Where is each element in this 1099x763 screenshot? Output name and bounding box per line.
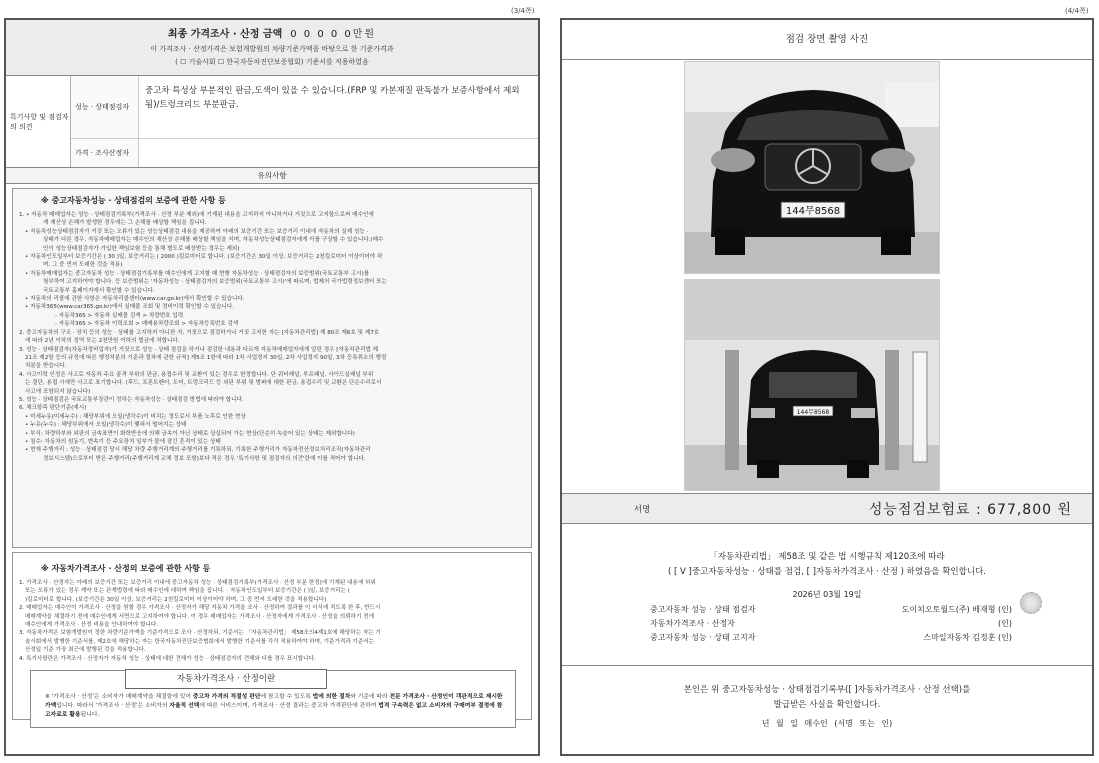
- inspection-page-3: [4, 18, 540, 756]
- inspection-page-4: [560, 18, 1094, 756]
- front-car-photo: [684, 61, 940, 274]
- price-notice-title: ※ 자동차가격조사 · 산정의 보증에 관한 사항 등: [41, 564, 211, 573]
- inspector-opinion-row: [71, 76, 538, 139]
- final-price-box: [6, 20, 538, 76]
- front-plate-text: 144무8568: [785, 206, 841, 217]
- inspector-name: 도이치오토월드(주) 배재형 (인): [901, 605, 1012, 614]
- notice-heading: 유의사항: [6, 168, 538, 184]
- notifier-role: 중고자동차 성능 · 상태 고지자: [650, 633, 756, 642]
- page-number-left: (3/4쪽): [511, 7, 535, 15]
- warranty-line: • 자동차인도일부터 보증기간은 ( 30 )일, 보증거리는 ( 2000 )킬로미터로 합니다. (보증기간은 30일 이상, 보증거리는 2천킬로미터 이상이어야 하: [25, 254, 383, 261]
- rear-plate-text: 144무8568: [796, 409, 830, 416]
- warranty-notice-box: [12, 188, 532, 548]
- warranty-title: ※ 중고자동차성능 · 상태점검의 보증에 관한 사항 등: [41, 196, 226, 205]
- price-assessor-text: [139, 139, 538, 167]
- inspection-insurance-fee: 성능점검보험료 : 677,800 원: [868, 501, 1072, 518]
- inspector-opinion-text: 중고차 특성상 부분적인 판금,도색이 있을 수 있습니다.(FRP 및 카본재질 판독불가 보증사항에서 제외됨)/트렁크리드 부분판금.: [145, 86, 520, 110]
- warranty-line: • 침수: 자동차의 원동기, 변속기 등 주요장치 일부가 물에 잠긴 흔적이 있는 상태: [25, 438, 221, 445]
- warranty-line: • 현재 주행거리 : 성능 · 상태점검 당시 해당 차량 주행거리계의 주행거리를 기록하되, 기록한 주행거리가 자동차전산정보처리조직(자동차관리: [25, 447, 371, 454]
- price-line: 매수인에게 가격조사 · 산정 비용을 안내하여야 합니다.: [25, 622, 159, 629]
- photo-heading: 점검 장면 촬영 사진: [562, 20, 1092, 60]
- price-definition-text: ※ '가격조사 · 산정'은 소비자가 매매계약을 체결함에 있어 중고차 가격의 적절성 판단에 참고할 수 있도록 법에 의한 절차와 기준에 따라 전문 가격조사 · 산정인이 객관적으로 제시한 가액입니다. 따라서 '가격조사 · 산정'은 소비자의 자율적 선택에 따른 서비스이며, 가격조사 · 산정 결과는 중고차 가격판단에 관하여 법적 구속력은 없고 소비자의 구매여부 결정에 참고자료로 활용됩니다.: [45, 694, 503, 718]
- warranty-line: 상태가 다른 경우, 자동차매매업자는 매수인의 재산상 손해를 배상할 책임을 지며, 자동차성능상태점검자에게 이를 구상할 수 있습니다.(매수: [43, 237, 384, 244]
- warranty-line: • 자동차성능상태점검자가 거짓 또는 오류가 있는 성능상태점검 내용을 제공하여 아래의 보증기간 또는 보증거리 이내에 자동차의 실제 성능 ·: [25, 228, 369, 235]
- inspector-label: 성능 · 상태점검자: [71, 76, 139, 138]
- warranty-line: 인이 성능상태점검자가 가입한 책임보험 등을 통해 별도로 배상받는 경우는 제외): [43, 245, 240, 252]
- warranty-line: 게 재산상 손해가 발생한 경우에는 그 손해를 배상할 책임을 집니다.: [43, 220, 207, 227]
- warranty-line: 처분을 받습니다.: [25, 363, 67, 370]
- price-line: 또는 오류가 있는 경우 계약 또는 관계법령에 따라 매수인에 대하여 책임을 집니다. · 자동차인도일부터 보증기간은 ( )일, 보증거리는 (: [25, 588, 350, 595]
- warranty-line: 며, 그 중 먼저 도래한 것을 적용): [43, 262, 123, 269]
- warranty-line: 사고에 포함되지 않습니다): [25, 388, 91, 395]
- price-line: 술사회에서 발행한 기준서를, 제2호에 해당하는 자는 한국자동차진단보증협회에서 발행한 기준서를 각각 적용하여야 하며, 기준가격과 기준서는: [25, 638, 375, 645]
- price-definition-box: [30, 670, 516, 728]
- warranty-line: • 미세누유(미세누수) : 해당부위에 오일(냉각수)이 비치는 정도로서 부품 노후로 인한 현상: [25, 413, 246, 420]
- price-line: )킬로미터로 합니다. (보증기간은 30일 이상, 보증거리는 2천킬로미터 이상이어야 하며, 그 중 먼저 도래한 것을 적용합니다): [25, 596, 327, 603]
- price-line: 매매계약을 체결하기 전에 매수인에게 서면으로 고지하여야 합니다. 이 경우 매매업자는 가격조사 · 산정자에게 가격조사 · 산정을 의뢰하기 전에: [25, 613, 374, 620]
- issue-date: 2026년 03월 19일: [792, 590, 862, 599]
- warranty-line: 에 따라 2년 이하의 징역 또는 2천만원 이하의 벌금에 처합니다.: [25, 338, 180, 345]
- special-notes-label: 특기사항 및 점검자의 의견: [6, 76, 71, 167]
- warranty-line: - 자동차365 > 자동차 실매물 검색 > 차량번호 입력: [55, 312, 184, 319]
- price-assessor-row: [71, 139, 538, 167]
- price-assessor-label: 가격 · 조사산정자: [71, 139, 139, 167]
- final-price-amount: 0 0 0 0 0만원: [290, 29, 377, 40]
- buyer-signature-line: 년 월 일 매수인 (서명 또는 인): [761, 719, 893, 728]
- warranty-line: 4. 사고이력 인정은 사고로 자동차 주요 골격 부위의 판금, 용접수리 및 교환이 있는 경우로 한정합니다. 단 쿼터패널, 루프패널, 사이드실패널 부위: [19, 371, 374, 378]
- warranty-line: 첨부하여 고지하여야 합니다. 등 보증범위는 '자동차성능 · 상태점검자의 보증범위(국토교통부 고시)'에 따르며, 법제처 국가법령정보센터 또는: [43, 279, 387, 286]
- warranty-line: • 자동차365(www.car365.go.kr)에서 실매물 조회 및 정비이력 확인할 수 있습니다.: [25, 304, 235, 311]
- warranty-line: 2. 중고자동차의 구조 · 장치 등의 성능 · 상태를 고지하지 아니한 자, 거짓으로 점검하거나 거짓 고지한 자는 [자동차관리법] 제 80조 제6호 및 제7호: [19, 329, 380, 336]
- price-line: 1. 가격조사 · 산정자는 아래의 보증기간 또는 보증거리 이내에 중고자동차 성능 · 상태점검기록부(가격조사 · 산정 부분 한정)에 기재된 내용에 허위: [19, 580, 376, 586]
- signature-row: [562, 493, 1092, 524]
- price-assessor-role: 자동차가격조사 · 산정자: [650, 619, 735, 628]
- warranty-line: 국토교통부 홈페이지에서 확인할 수 있습니다.: [43, 287, 155, 294]
- price-line: 2. 매매업자는 매수인이 가격조사 · 산정을 원할 경우 가격조사 · 산정자가 해당 자동차 가격을 조사 · 산정하여 결과를 이 서식에 적도록 한 후, 반드시: [19, 605, 381, 612]
- price-line: 4. 특기사항란은 가격조사 · 산정자가 자동차 성능 · 상태에 대한 견해가 성능 · 상태점검자의 견해와 다를 경우 표시합니다.: [19, 655, 316, 662]
- warranty-line: 정보시스템)으로부터 받은 주행거리(주행거리계 교체 정보 포함)보다 적은 경우 '특기사항 및 점검자의 의견'란에 이를 적어야 합니다.: [43, 455, 366, 462]
- rear-car-photo: [684, 279, 940, 491]
- legal-statement: 「자동차관리법」 제58조 및 같은 법 시행규칙 제120조에 따라 ( [ V ]중고자동차성능 · 상태를 점검, [ ]자동차가격조사 · 산정 ) 하였음을 확인합니다.: [668, 552, 986, 577]
- warranty-lines: [19, 212, 525, 463]
- warranty-line: - 자동차365 > 자동차 이력조회 > 매매용차량조회 > 자동차등록번호 검색: [55, 321, 239, 328]
- special-notes-section: [6, 76, 538, 168]
- price-definition-title: 자동차가격조사 · 산정이란: [125, 669, 327, 689]
- warranty-line: 는 절단, 용접 시에만 사고로 표기합니다. (후드, 프론트펜더, 도어, 트렁크리드 등 외판 부위 및 범퍼에 대한 판금, 용접수리 및 교환은 단순수리로서: [25, 380, 382, 387]
- warranty-line: 21조 제2항 등의 규정에 따른 행정처분의 기준과 절차에 관한 규칙] 제5조 1항에 따라 1차 사업정지 30일, 2차 사업정지 90일, 3차 등록취소의 행정: [25, 354, 387, 361]
- page-number-right: (4/4쪽): [1065, 7, 1089, 15]
- warranty-line: 5. 성능 · 상태점검은 국토교통부장관이 정하는 자동차성능 · 상태점검 방법에 따라야 합니다.: [19, 396, 244, 403]
- signature-label: 서명: [633, 504, 651, 515]
- notifier-name: 스마일자동차 김정훈 (인): [923, 633, 1012, 642]
- warranty-line: • 부식: 차량하부와 외판의 금속표면이 화학반응에 의해 금속이 아닌 상태로 상실되어 가는 현상(단순히 녹슬어 있는 상태는 제외합니다): [25, 430, 355, 437]
- price-lines: [19, 580, 525, 663]
- price-assessor-seal: (인): [998, 619, 1012, 628]
- final-price-note: 이 가격조사 · 산정가격은 보험개발원의 차량기준가액을 바탕으로 한 기준가격과: [150, 45, 394, 53]
- final-price-standard: ( ☐ 기술사회 ☐ 한국자동차진단보증협회) 기준서를 적용하였음: [175, 58, 369, 66]
- warranty-line: 1. • 자동차 매매업자는 성능 · 상태점검기록부(가격조사 · 산정 부분 제외)에 기재된 내용을 고지하지 아니하거나 거짓으로 고지함으로써 매수인에: [19, 212, 374, 218]
- price-line: 산정일 기준 가장 최근에 발행된 것을 적용합니다.: [25, 647, 146, 654]
- final-price-title: 최종 가격조사 · 산정 금액: [167, 29, 283, 40]
- warranty-line: • 자동차의 리콜에 관한 사항은 자동차리콜센터(www.car.go.kr)에서 확인할 수 있습니다.: [25, 296, 245, 303]
- warranty-line: • 누유(누수) : 해당부위에서 오일(냉각수)이 맺혀서 떨어지는 상태: [25, 422, 187, 429]
- inspector-seal: [1020, 592, 1042, 614]
- warranty-line: • 자동차매매업자는 중고자동차 성능 · 상태점검기록부를 매수인에게 고지할 때 현행 자동차성능 · 상태점검자의 보증범위(국토교통부 고시)를: [25, 270, 370, 277]
- price-line: 3. 자동차가격은 보험개발원이 정한 차량기준가액을 기준가격으로 조사 · 산정하되, 기준서는 「자동차관리법」 제58조의4제1호에 해당하는 자는 기: [19, 630, 381, 637]
- buyer-confirmation: 본인은 위 중고자동차성능 · 상태점검기록부([ ]자동차가격조사 · 산정 선택)를 발급받은 사실을 확인합니다.: [683, 685, 971, 710]
- warranty-line: 6. 체크항목 판단기준(예시): [19, 405, 87, 412]
- inspector-role: 중고자동차 성능 · 상태 점검자: [650, 605, 756, 614]
- warranty-line: 3. 성능 · 상태점검자(자동차정비업자)가 거짓으로 성능 · 상태 점검을 하거나 점검한 내용과 다르게 자동차매매업자에게 알린 경우 [자동차관리법 제: [19, 346, 379, 353]
